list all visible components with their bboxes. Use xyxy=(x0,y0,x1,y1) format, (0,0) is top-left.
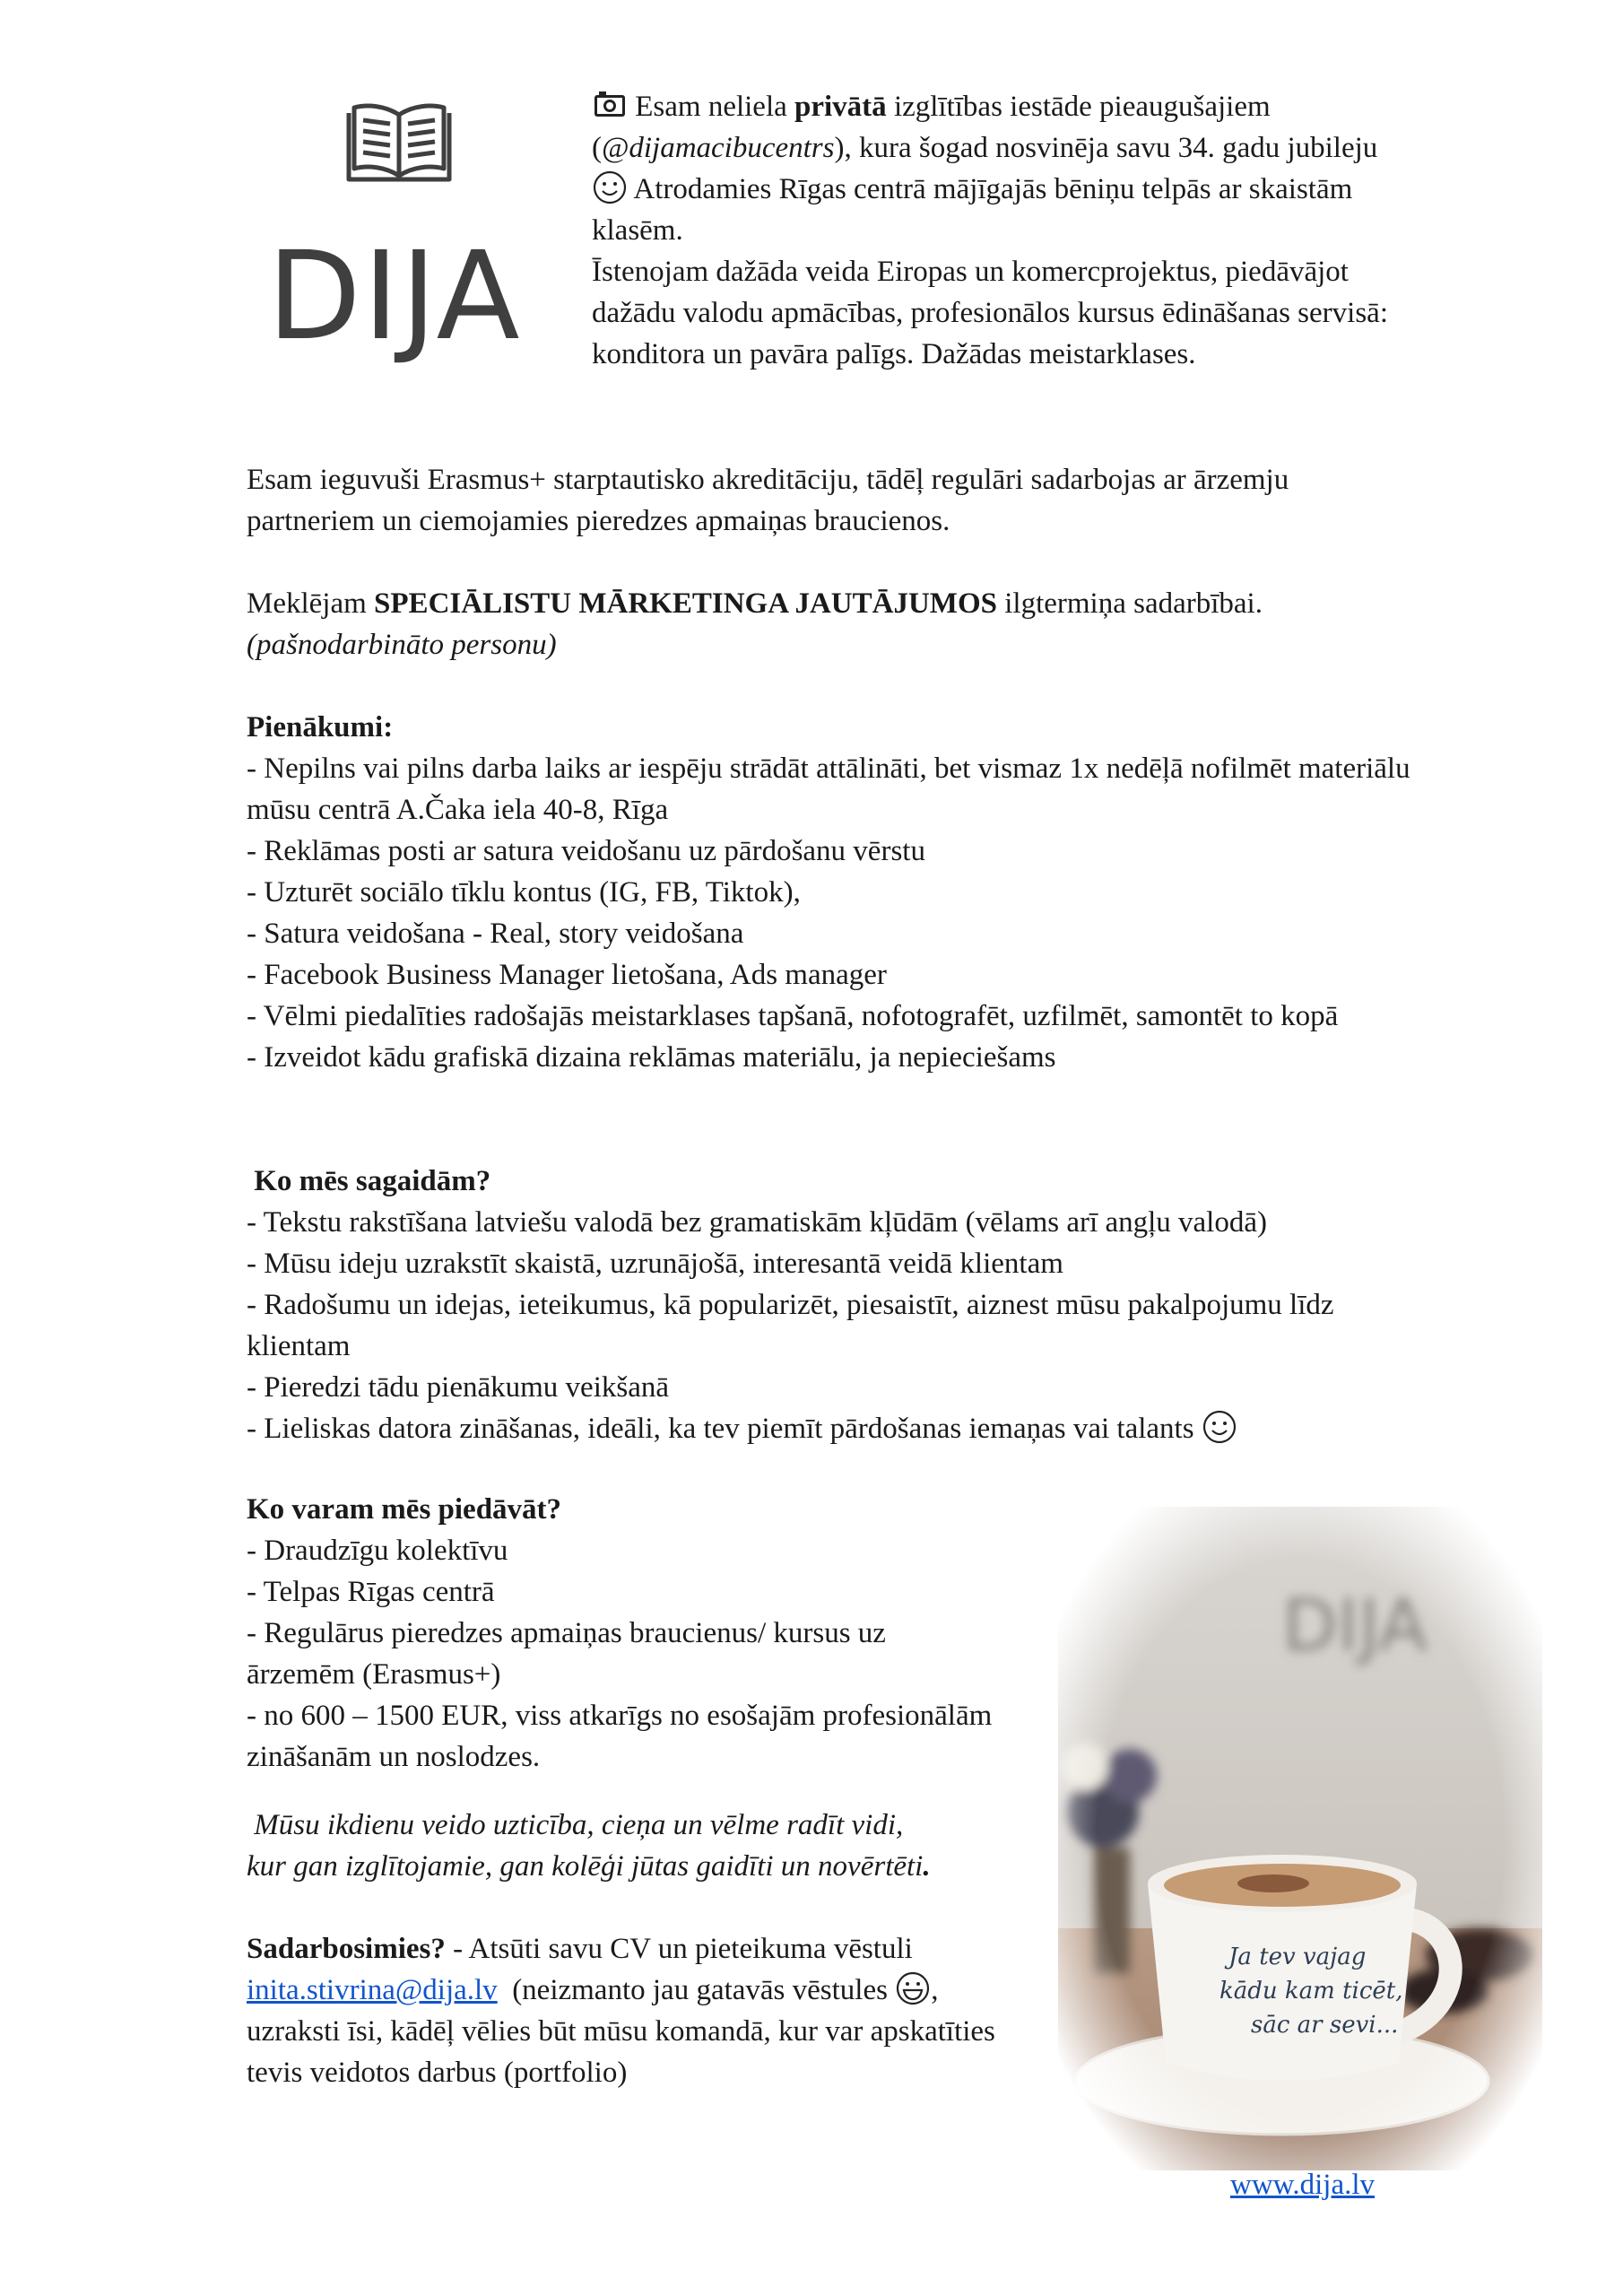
smiley-icon xyxy=(1202,1409,1237,1445)
list-item: - Satura veidošana - Real, story veidošana xyxy=(247,918,744,950)
smiley-icon xyxy=(592,170,628,205)
email-link[interactable]: inita.stivrina@dija.lv xyxy=(247,1974,498,2006)
list-item: - no 600 – 1500 EUR, viss atkarīgs no esošajām profesionālām zināšanām un noslodzes. xyxy=(247,1700,993,1773)
list-item: - Uzturēt sociālo tīklu kontus (IG, FB, Tiktok), xyxy=(247,876,801,909)
self-employed-note: (pašnodarbināto personu) xyxy=(247,629,557,661)
motto: Mūsu ikdienu veido uzticība, cieņa un vēlme radīt vidi, kur gan izglītojamie, gan kolēģi jūtas gaidīti un novērtēti. xyxy=(247,1809,931,1883)
list-item: - Nepilns vai pilns darba laiks ar iespēju strādāt attālināti, bet vismaz 1x nedēļā nofilmēt materiālu mūsu centrā A.Čaka iela 40-8, Rīga xyxy=(247,752,1410,826)
erasmus-paragraph: Esam ieguvuši Erasmus+ starptautisko akreditāciju, tādēļ regulāri sadarbojas ar ārzemju partneriem un ciemojamies pieredzes apmaiņas braucienos. xyxy=(247,464,1289,537)
list-item: - Izveidot kādu grafiskā dizaina reklāmas materiālu, ja nepieciešams xyxy=(247,1041,1056,1074)
list-item: - Reklāmas posti ar satura veidošanu uz pārdošanu vērstu xyxy=(247,835,925,867)
website-link[interactable]: www.dija.lv xyxy=(1230,2169,1376,2201)
list-item: - Radošumu un idejas, ieteikumus, kā popularizēt, piesaistīt, aiznest mūsu pakalpojumu līdz klientam xyxy=(247,1289,1334,1362)
apply-section: Sadarbosimies? - Atsūti savu CV un pieteikuma vēstuli inita.stivrina@dija.lv (neizmanto jau gatavās vēstules , uzraksti īsi, kādēļ vēlies būt mūsu komandā, kur var apskatīties tevis veidotos darbus (portfolio) xyxy=(247,1933,995,2089)
list-item: - Draudzīgu kolektīvu xyxy=(247,1535,508,1567)
apply-heading: Sadarbosimies? xyxy=(247,1933,446,1965)
coffee-cup-image xyxy=(1058,1507,1542,2170)
position-title: SPECIĀLISTU MĀRKETINGA JAUTĀJUMOS xyxy=(374,587,997,620)
list-item: - Tekstu rakstīšana latviešu valodā bez gramatiskām kļūdām (vēlams arī angļu valodā) xyxy=(247,1206,1267,1239)
list-item: - Vēlmi piedalīties radošajās meistarklases tapšanā, nofotografēt, uzfilmēt, samontēt to kopā xyxy=(247,1000,1339,1032)
private-emphasis: privātā xyxy=(794,91,887,123)
list-item: - Telpas Rīgas centrā xyxy=(247,1576,495,1608)
list-item: - Pieredzi tādu pienākumu veikšanā xyxy=(247,1371,670,1404)
grinning-face-icon xyxy=(895,1970,931,2006)
offer-heading: Ko varam mēs piedāvāt? xyxy=(247,1493,562,1526)
list-item: - Lieliskas datora zināšanas, ideāli, ka tev piemīt pārdošanas iemaņas vai talants xyxy=(247,1408,1412,1449)
instagram-handle: @dijamacibucentrs xyxy=(602,132,835,164)
offer-section xyxy=(247,1489,1000,1778)
list-item: - Facebook Business Manager lietošana, Ads manager xyxy=(247,959,887,991)
expect-heading: Ko mēs sagaidām? xyxy=(247,1165,491,1197)
coffee-cup-photo xyxy=(1058,1507,1542,2170)
list-item: - Regulārus pieredzes apmaiņas braucienus/ kursus uz ārzemēm (Erasmus+) xyxy=(247,1617,886,1691)
intro-projects: Īstenojam dažāda veida Eiropas un komercprojektus, piedāvājot dažādu valodu apmācības, profesionālos kursus ēdināšanas servisā: konditora un pavāra palīgs. Dažādas meistarklases. xyxy=(592,256,1388,370)
open-book-icon xyxy=(345,99,453,188)
intro-paragraph: Esam neliela privātā izglītības iestāde pieaugušajiem (@dijamacibucentrs), kura šogad nosvinēja savu 34. gadu jubileju Atrodamies Rīgas centrā mājīgajās bēniņu telpās ar skaistām klasēm. Īstenojam dažāda veida Eiropas un komercprojektus, piedāvājot dažādu valodu apmācības, profesionālos kursus ēdināšanas servisā: konditora un pavāra palīgs. Dažādas meistarklases. xyxy=(592,86,1399,375)
list-item: - Mūsu ideju uzrakstīt skaistā, uzrunājošā, interesantā veidā klientam xyxy=(247,1248,1063,1280)
logo-wordmark: DIJA xyxy=(267,226,522,368)
dija-logo xyxy=(251,72,547,377)
camera-icon xyxy=(592,87,628,123)
duties-section xyxy=(247,707,1412,1078)
duties-heading: Pienākumi: xyxy=(247,711,394,744)
seeking-paragraph: Meklējam SPECIĀLISTU MĀRKETINGA JAUTĀJUMOS ilgtermiņa sadarbībai. (pašnodarbināto personu) xyxy=(247,587,1263,661)
expect-section xyxy=(247,1161,1412,1449)
